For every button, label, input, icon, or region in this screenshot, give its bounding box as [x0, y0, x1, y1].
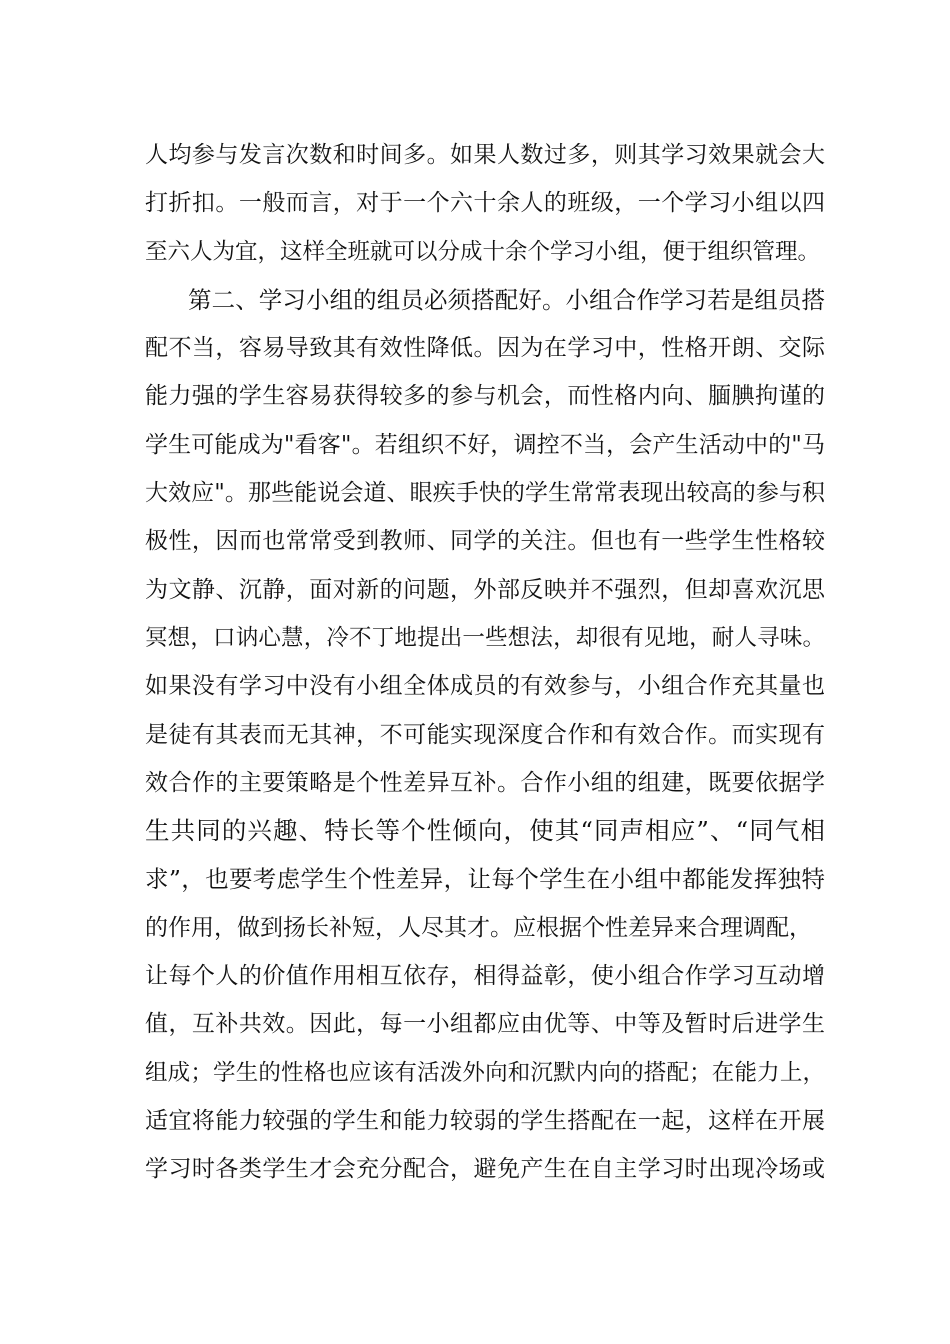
- text-line: 是徒有其表而无其神，不可能实现深度合作和有效合作。而实现有: [145, 721, 825, 748]
- text-line: 效合作的主要策略是个性差异互补。合作小组的组建，既要依据学: [145, 769, 825, 796]
- text-line: 适宜将能力较强的学生和能力较弱的学生搭配在一起，这样在开展: [145, 1107, 825, 1134]
- text-line: 生共同的兴趣、特长等个性倾向，使其“同声相应”、“同气相: [145, 816, 825, 846]
- text-line: 冥想，口讷心慧，冷不丁地提出一些想法，却很有见地，耐人寻味。: [145, 624, 825, 651]
- text-line: 的作用，做到扬长补短，人尽其才。应根据个性差异来合理调配，: [145, 914, 812, 941]
- body-text: [145, 131, 825, 1194]
- text-line: 打折扣。一般而言，对于一个六十余人的班级，一个学习小组以四: [145, 190, 825, 217]
- text-line: 如果没有学习中没有小组全体成员的有效参与，小组合作充其量也: [145, 673, 825, 700]
- text-line: 能力强的学生容易获得较多的参与机会，而性格内向、腼腆拘谨的: [145, 383, 825, 410]
- text-line: 人均参与发言次数和时间多。如果人数过多，则其学习效果就会大: [145, 142, 825, 168]
- text-line: 学生可能成为"看客"。若组织不好，调控不当，会产生活动中的"马: [145, 431, 825, 458]
- text-line: 让每个人的价值作用相互依存，相得益彰，使小组合作学习互动增: [145, 963, 825, 990]
- text-line: 极性，因而也常常受到教师、同学的关注。但也有一些学生性格较: [145, 528, 825, 555]
- text-line: 组成；学生的性格也应该有活泼外向和沉默内向的搭配；在能力上，: [145, 1059, 825, 1086]
- text-line: 大效应"。那些能说会道、眼疾手快的学生常常表现出较高的参与积: [145, 480, 825, 507]
- text-line: 配不当，容易导致其有效性降低。因为在学习中，性格开朗、交际: [145, 335, 825, 362]
- text-line: 值，互补共效。因此，每一小组都应由优等、中等及暂时后进学生: [145, 1011, 825, 1038]
- text-line: 至六人为宜，这样全班就可以分成十余个学习小组，便于组织管理。: [145, 238, 821, 265]
- text-line: 学习时各类学生才会充分配合，避免产生在自主学习时出现冷场或: [145, 1156, 825, 1183]
- text-line: 为文静、沉静，面对新的问题，外部反映并不强烈，但却喜欢沉思: [145, 576, 825, 603]
- paragraph-first-line: 第二、学习小组的组员必须搭配好。小组合作学习若是组员搭: [188, 285, 825, 314]
- text-line: 求”，也要考虑学生个性差异，让每个学生在小组中都能发挥独特: [145, 865, 825, 894]
